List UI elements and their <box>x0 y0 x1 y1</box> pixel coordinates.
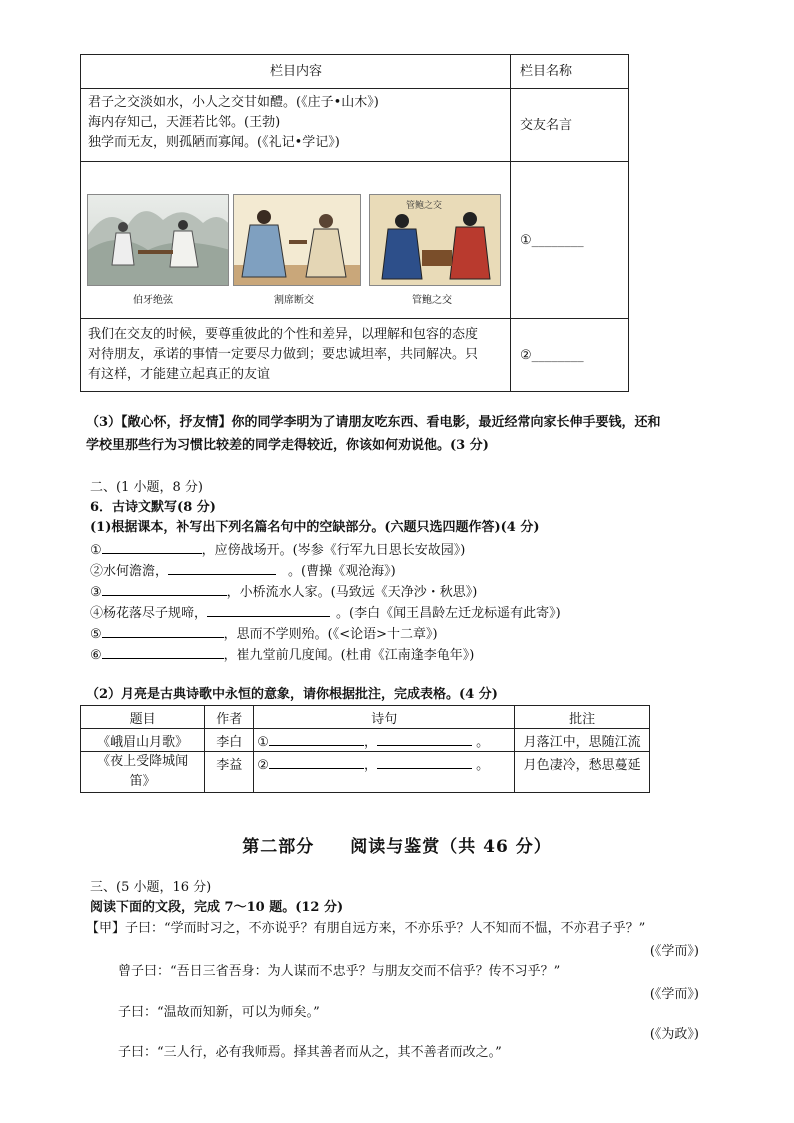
quote-line: 海内存知己，天涯若比邻。(王勃) <box>88 115 281 130</box>
question-3-line1: （3）【敞心怀，抒友情】你的同学李明为了请朋友吃东西、看电影，最近经常向家长伸手要钱，还和 <box>86 415 661 430</box>
passage-para-4: 子曰：“三人行，必有我师焉。择其善者而从之，其不善者而改之。” <box>118 1045 502 1060</box>
header-note: 批注 <box>515 706 650 729</box>
row1-name: 交友名言 <box>520 118 573 133</box>
answer-blank-1[interactable]: ①________ <box>520 233 584 248</box>
guanbao-painting <box>369 194 501 286</box>
source-citation: (《学而》) <box>649 987 699 1002</box>
image-caption: 管鲍之交 <box>412 295 452 306</box>
advice-line: 我们在交友的时候，要尊重彼此的个性和差异，以理解和包容的态度 <box>88 327 479 342</box>
advice-line: 有这样，才能建立起真正的友谊 <box>88 367 271 382</box>
question-6-1: (1)根据课本，补写出下列名篇名句中的空缺部分。(六题只选四题作答)(4 分) <box>90 520 540 535</box>
fill-item-1: ① ，应傍战场开。(岑参《行军九日思长安故园》) <box>90 539 465 561</box>
answer-blank-2[interactable]: ②________ <box>520 348 584 363</box>
table-row <box>81 752 650 793</box>
fill-item-4: ④杨花落尽子规啼， 。(李白《闻王昌龄左迁龙标遥有此寄》) <box>90 602 561 624</box>
poem-note: 月色凄冷，愁思蔓延 <box>515 752 650 793</box>
verse-cell: ② ， 。 <box>254 752 515 793</box>
fill-blank[interactable] <box>102 644 224 659</box>
part-2-heading: 第二部分 阅读与鉴赏（共 46 分） <box>242 837 552 857</box>
fill-item-3: ③ ，小桥流水人家。(马致远《天净沙・秋思》) <box>90 581 477 603</box>
poem-author: 李益 <box>205 752 254 793</box>
passage-para-3: 子曰：“温故而知新，可以为师矣。” <box>118 1005 320 1020</box>
table-row <box>81 729 650 752</box>
source-citation: (《学而》) <box>649 944 699 959</box>
quote-line: 君子之交淡如水，小人之交甘如醴。(《庄子•山木》) <box>88 95 379 110</box>
fill-blank[interactable] <box>168 560 276 575</box>
header-verse: 诗句 <box>254 706 515 729</box>
fill-blank[interactable] <box>102 623 224 638</box>
verse-blank[interactable] <box>269 755 364 769</box>
verse-blank[interactable] <box>377 755 472 769</box>
header-content: 栏目内容 <box>270 64 323 79</box>
painting-inner-label: 管鲍之交 <box>406 201 443 211</box>
moon-poem-table <box>80 705 650 793</box>
table-header-row <box>81 706 650 729</box>
source-citation: (《为政》) <box>649 1027 699 1042</box>
passage-para-2: 曾子曰：“吾日三省吾身：为人谋而不忠乎？与朋友交而不信乎？传不习乎？” <box>118 964 561 979</box>
poem-note: 月落江中，思随江流 <box>515 729 650 752</box>
fill-blank[interactable] <box>102 539 202 554</box>
fill-item-2: ②水何澹澹， 。(曹操《观沧海》) <box>90 560 396 582</box>
gexi-painting <box>233 194 361 286</box>
fill-blank[interactable] <box>102 581 227 596</box>
image-caption: 割席断交 <box>274 295 314 306</box>
header-title: 题目 <box>81 706 205 729</box>
poem-title: 《夜上受降城闻 笛》 <box>81 752 205 793</box>
image-caption: 伯牙绝弦 <box>133 295 173 306</box>
poem-title: 《峨眉山月歌》 <box>81 729 205 752</box>
section-2-title: 二、(1 小题，8 分) <box>90 480 203 495</box>
passage-para-1: 【甲】子曰：“学而时习之，不亦说乎？有朋自远方来，不亦乐乎？人不知而不愠，不亦君子乎？” <box>86 921 646 936</box>
fill-blank[interactable] <box>207 602 330 617</box>
header-author: 作者 <box>205 706 254 729</box>
verse-cell: ① ， 。 <box>254 729 515 752</box>
verse-blank[interactable] <box>269 732 364 746</box>
poem-author: 李白 <box>205 729 254 752</box>
header-name: 栏目名称 <box>520 64 573 79</box>
fill-item-6: ⑥ ，崔九堂前几度闻。(杜甫《江南逢李龟年》) <box>90 644 474 666</box>
quote-line: 独学而无友，则孤陋而寡闻。(《礼记•学记》) <box>88 135 340 150</box>
fill-item-5: ⑤ ，思而不学则殆。(《<论语>十二章》) <box>90 623 438 645</box>
question-6-2: （2）月亮是古典诗歌中永恒的意象，请你根据批注，完成表格。(4 分) <box>86 687 498 702</box>
question-3-line2: 学校里那些行为习惯比较差的同学走得较近，你该如何劝说他。(3 分) <box>86 438 489 453</box>
question-6-title: 6．古诗文默写(8 分) <box>90 500 216 515</box>
verse-blank[interactable] <box>377 732 472 746</box>
section-3-title: 三、(5 小题，16 分) <box>90 880 212 895</box>
boya-painting <box>87 194 229 286</box>
advice-line: 对待朋友，承诺的事情一定要尽力做到；要忠诚坦率，共同解决。只 <box>88 347 479 362</box>
reading-intro: 阅读下面的文段，完成 7～10 题。(12 分) <box>90 900 344 915</box>
